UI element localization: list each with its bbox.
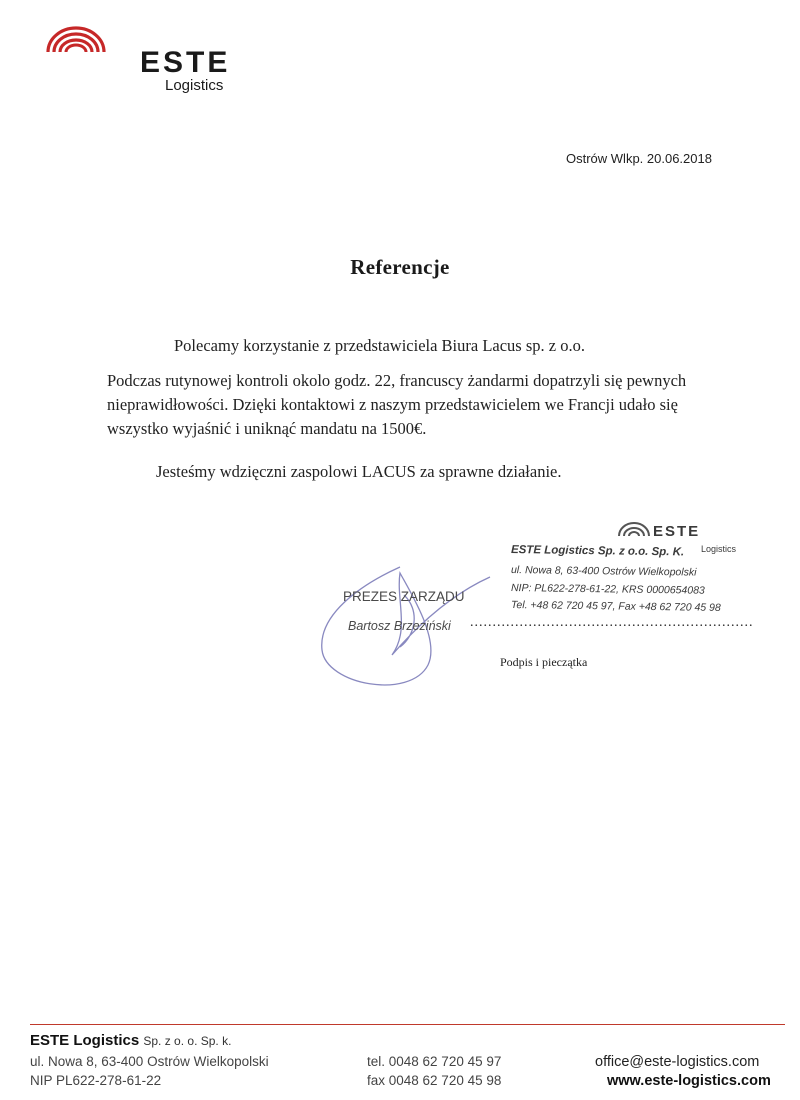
document-title: Referencje — [350, 255, 450, 279]
footer-fax: fax 0048 62 720 45 98 — [367, 1073, 502, 1088]
place-date: Ostrów Wlkp. 20.06.2018 — [566, 151, 712, 166]
signer-name: Bartosz Brzeziński — [348, 619, 451, 633]
footer-company — [30, 1032, 231, 1049]
logo-brand-sub: Logistics — [165, 77, 224, 94]
footer-company-name: ESTE Logistics — [30, 1032, 140, 1049]
stamp-company: ESTE Logistics Sp. z o.o. Sp. K. — [510, 544, 685, 559]
footer-nip: NIP PL622-278-61-22 — [30, 1073, 162, 1088]
footer-website-link[interactable]: www.este-logistics.com — [607, 1073, 771, 1089]
paragraph-thanks: Jesteśmy wdzięczni zaspolowi LACUS za sprawne działanie. — [156, 462, 562, 481]
company-logo — [44, 22, 244, 94]
footer-company-suffix: Sp. z o. o. Sp. k. — [143, 1034, 232, 1048]
footer-divider — [30, 1024, 785, 1025]
stamp-brand-sub: Logistics — [701, 544, 737, 554]
stamp-brand: ESTE — [653, 523, 701, 540]
logo-brand: ESTE — [140, 46, 231, 79]
logo-arcs-icon — [44, 22, 140, 56]
stamp-logo-arcs-icon — [617, 520, 653, 538]
paragraph-recommendation: Polecamy korzystanie z przedstawiciela Biura Lacus sp. z o.o. — [174, 336, 585, 355]
stamp-ids: NIP: PL622-278-61-22, KRS 0000654083 — [510, 582, 705, 597]
footer-address: ul. Nowa 8, 63-400 Ostrów Wielkopolski — [30, 1054, 269, 1069]
president-stamp: PREZES ZARZĄDU — [343, 589, 465, 604]
signature-label: Podpis i pieczątka — [500, 655, 588, 669]
stamp-address: ul. Nowa 8, 63-400 Ostrów Wielkopolski — [510, 564, 697, 579]
footer-tel: tel. 0048 62 720 45 97 — [367, 1054, 502, 1069]
footer-email-link[interactable]: office@este-logistics.com — [595, 1054, 760, 1070]
paragraph-incident: Podczas rutynowej kontroli okolo godz. 22, francuscy żandarmi dopatrzyli się pewnych nieprawidłowości. Dzięki kontaktowi z naszym przedstawicielem we Francji udało się wszystko wyjaśnić i uniknąć mandatu na 1500€. — [107, 371, 687, 438]
stamp-phone-fax: Tel. +48 62 720 45 97, Fax +48 62 720 45 98 — [510, 599, 721, 614]
signature-line: ............................................................... — [470, 615, 754, 630]
company-stamp — [505, 520, 765, 620]
